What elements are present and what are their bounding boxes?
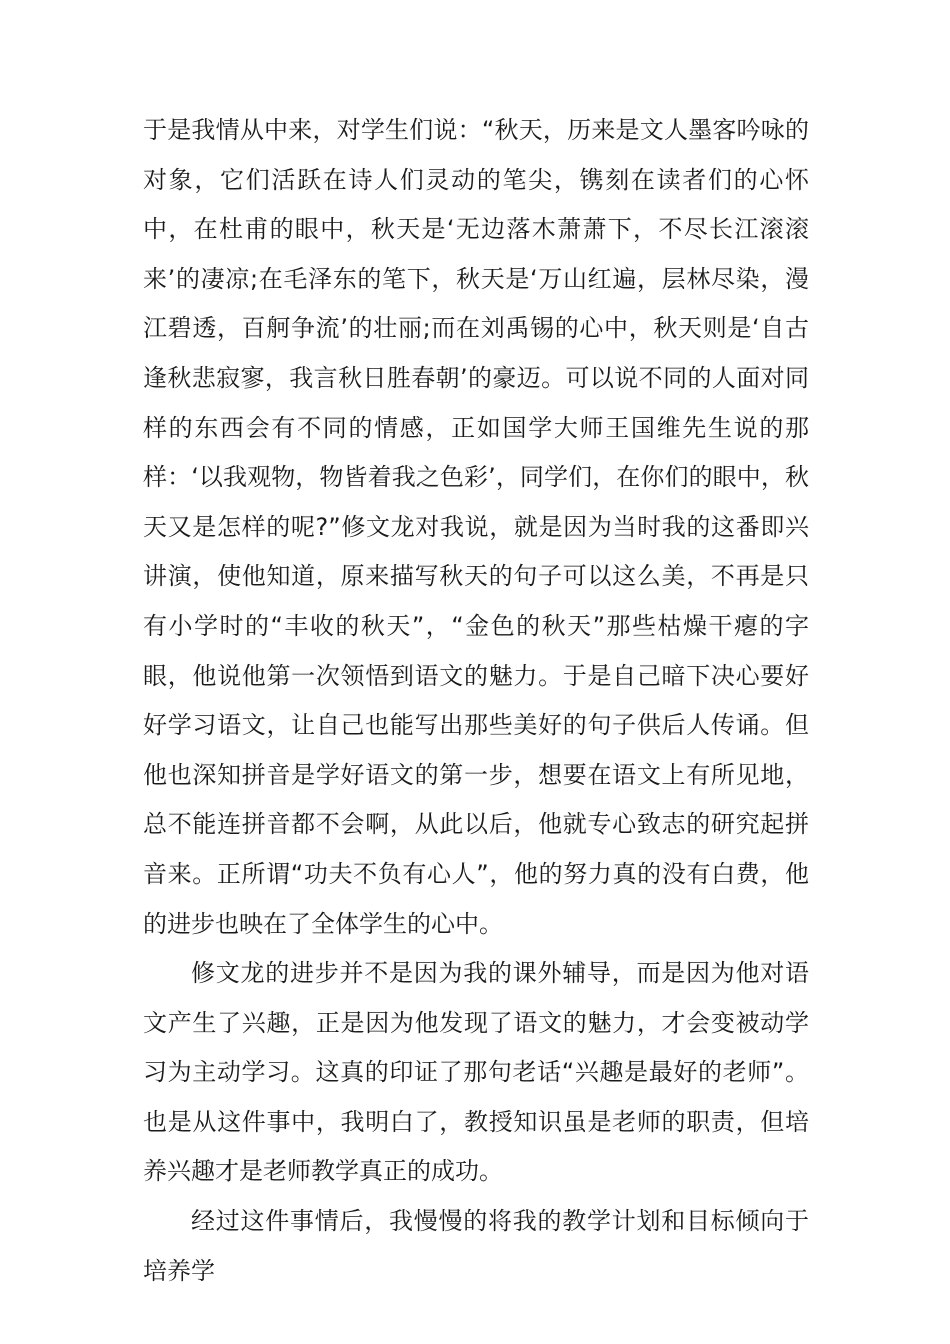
paragraph-1: 于是我情从中来，对学生们说：“秋天，历来是文人墨客吟咏的对象，它们活跃在诗人们灵动的笔尖，镌刻在读者们的心怀中，在杜甫的眼中，秋天是‘无边落木萧萧下，不尽长江滚滚来’的凄凉;在毛泽东的笔下，秋天是‘万山红遍，层林尽染，漫江碧透，百舸争流’的壮丽;而在刘禹锡的心中，秋天则是‘自古逢秋悲寂寥，我言秋日胜春朝’的豪迈。可以说不同的人面对同样的东西会有不同的情感，正如国学大师王国维先生说的那样：‘以我观物，物皆着我之色彩’，同学们，在你们的眼中，秋天又是怎样的呢?”修文龙对我说，就是因为当时我的这番即兴讲演，使他知道，原来描写秋天的句子可以这么美，不再是只有小学时的“丰收的秋天”，“金色的秋天”那些枯燥干瘪的字眼，他说他第一次领悟到语文的魅力。于是自己暗下决心要好好学习语文，让自己也能写出那些美好的句子供后人传诵。但他也深知拼音是学好语文的第一步，想要在语文上有所见地，总不能连拼音都不会啊，从此以后，他就专心致志的研究起拼音来。正所谓“功夫不负有心人”，他的努力真的没有白费，他的进步也映在了全体学生的心中。 — [143, 116, 809, 938]
document-body — [143, 106, 809, 1296]
paragraph-2: 修文龙的进步并不是因为我的课外辅导，而是因为他对语文产生了兴趣，正是因为他发现了语文的魅力，才会变被动学习为主动学习。这真的印证了那句老话“兴趣是最好的老师”。也是从这件事中，我明白了，教授知识虽是老师的职责，但培养兴趣才是老师教学真正的成功。 — [143, 959, 809, 1186]
paragraph-3: 经过这件事情后，我慢慢的将我的教学计划和目标倾向于培养学 — [143, 1207, 809, 1285]
